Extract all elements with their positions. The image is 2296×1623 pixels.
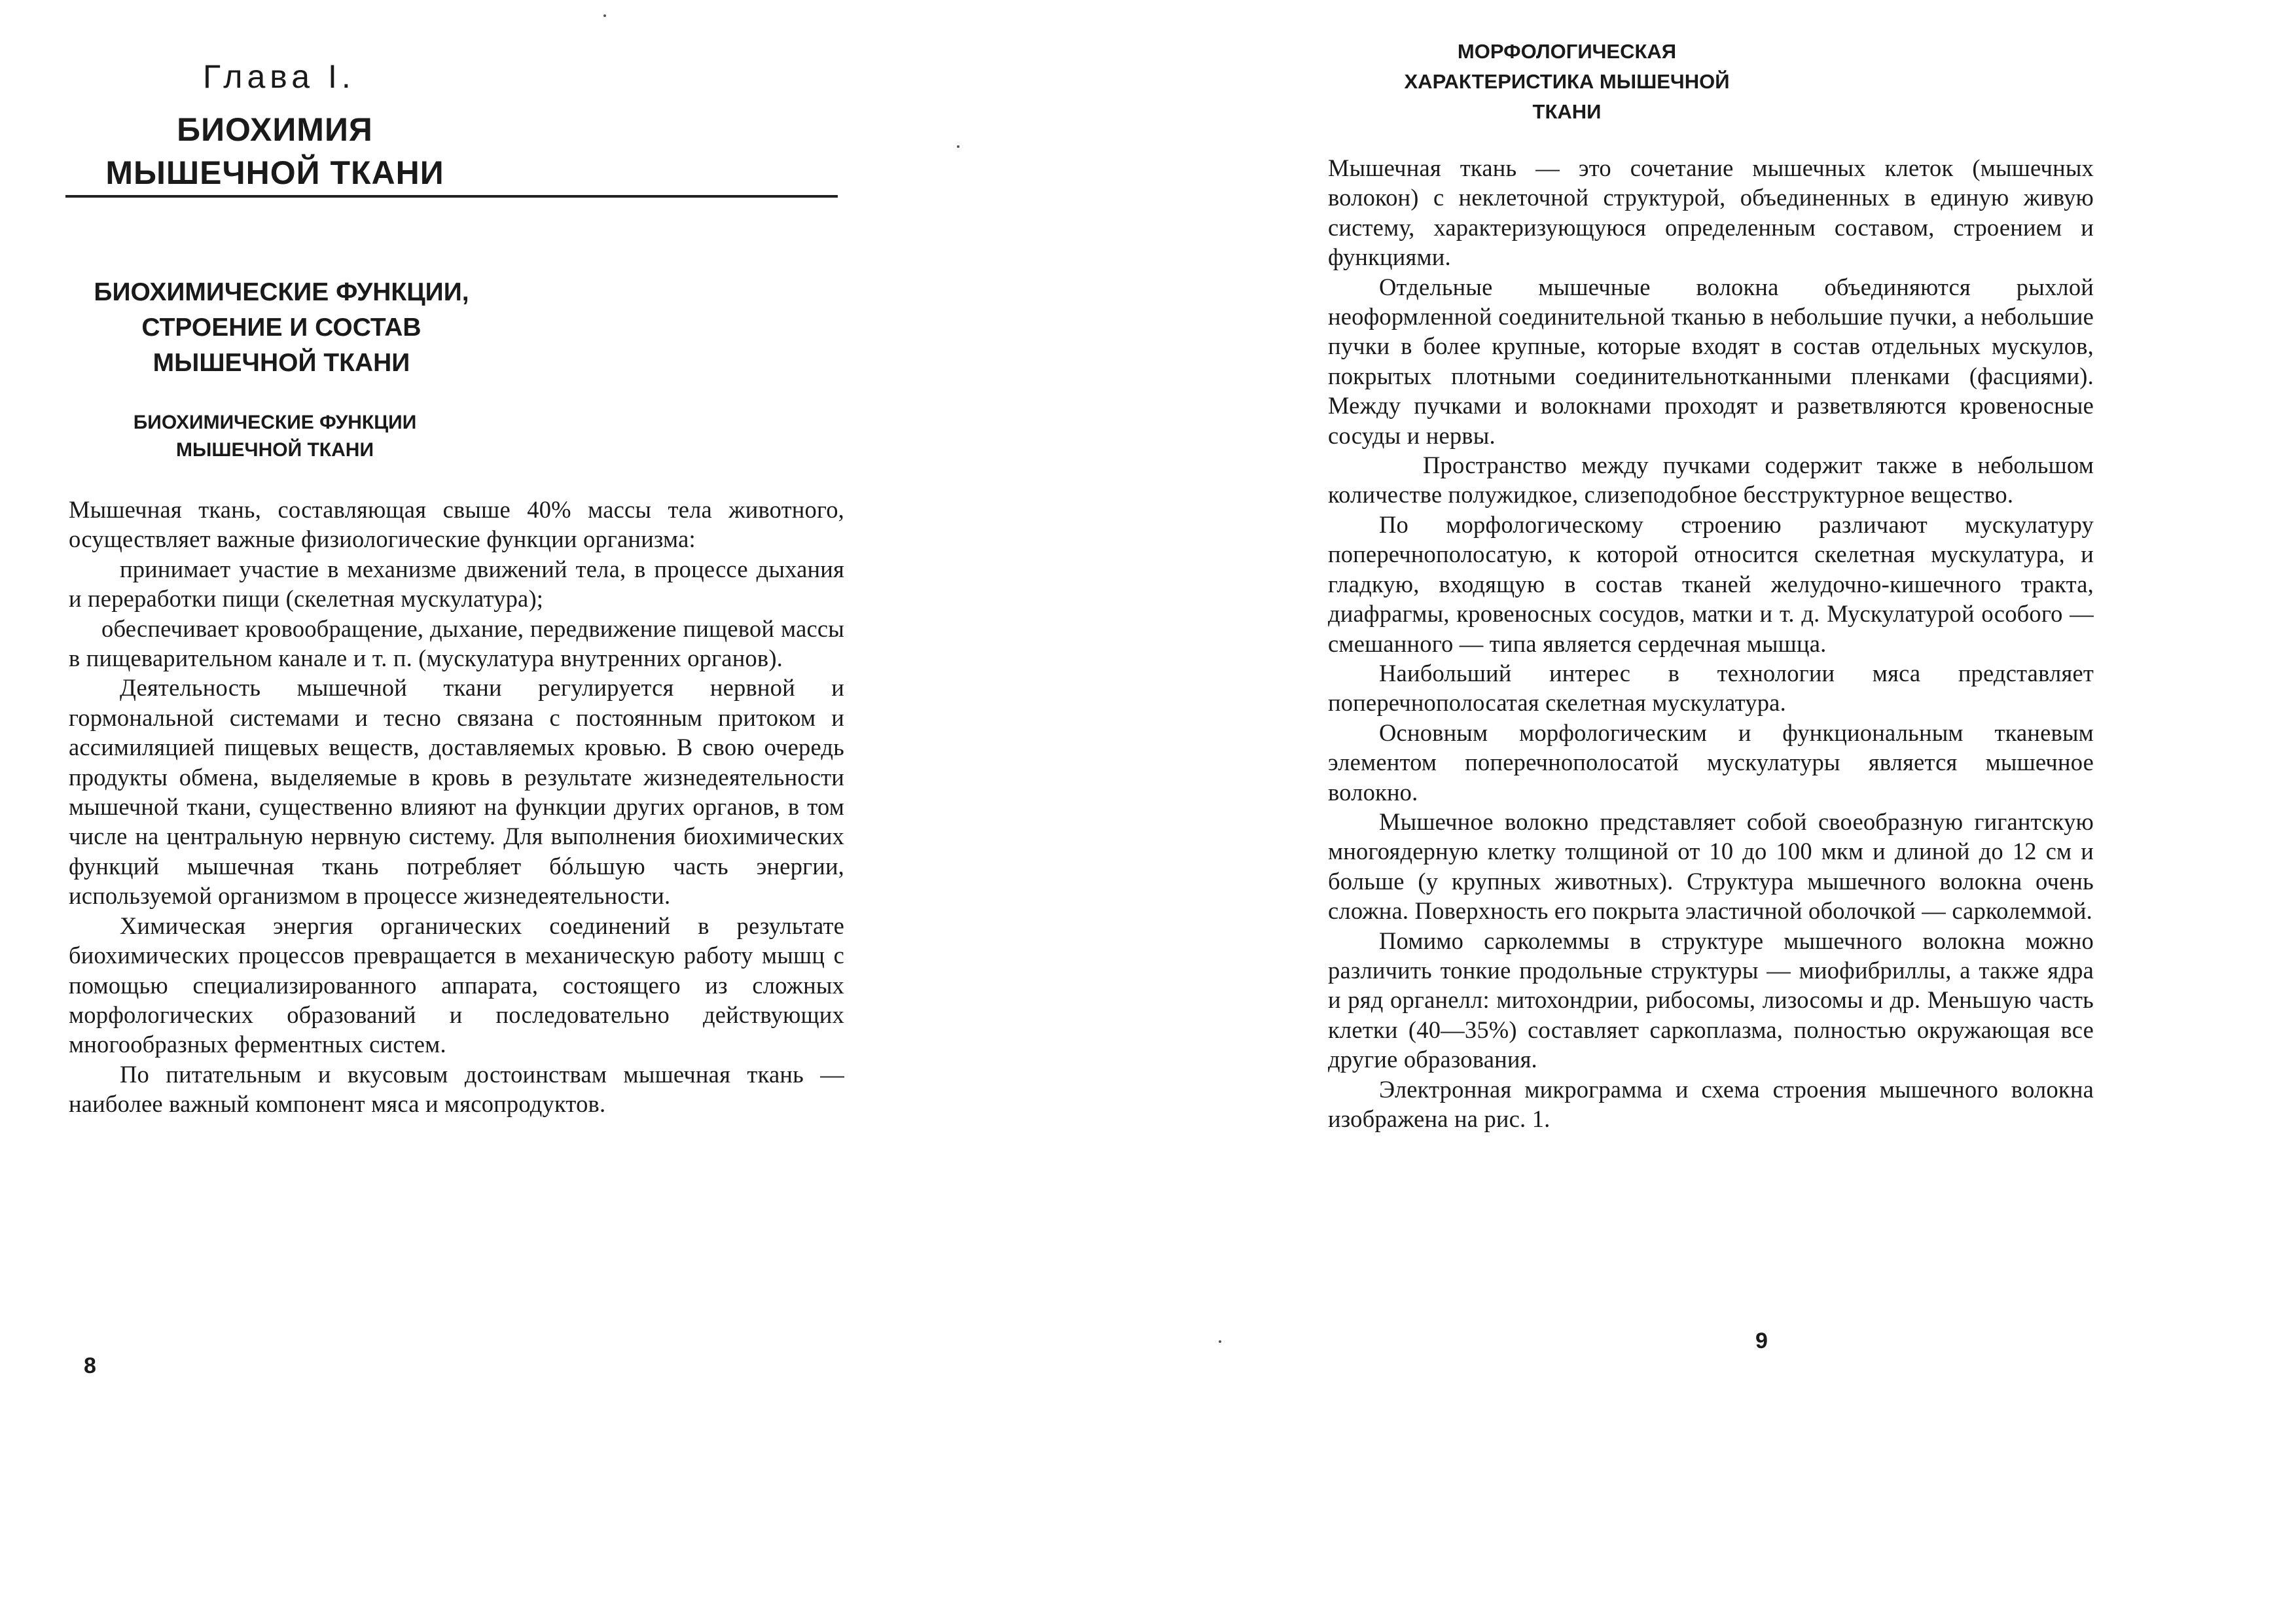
paragraph: Электронная микрограмма и схема строения мышечного волокна изображена на рис. 1. (1328, 1075, 2094, 1132)
paragraph: Отдельные мышечные волокна объединяются рыхлой неоформленной соединительной тканью в небольшие пучки, а небольшие пучки в более крупные, которые входят в состав отдельных мускулов, покрытых плотными соединительнотканными пленками (фасциями). Между пучками и волокнами проходят и разветвляются кровеносные сосуды и нервы. (1328, 273, 2094, 449)
chapter-title: БИОХИМИЯ МЫШЕЧНОЙ ТКАНИ (105, 111, 444, 191)
paragraph: По питательным и вкусовым достоинствам мышечная ткань — наиболее важный компонент мяса и мясопродуктов. (69, 1060, 844, 1118)
chapter-label: Глава I. (203, 58, 355, 95)
subsection-title: БИОХИМИЧЕСКИЕ ФУНКЦИИ МЫШЕЧНОЙ ТКАНИ (133, 412, 417, 461)
section-title: БИОХИМИЧЕСКИЕ ФУНКЦИИ, СТРОЕНИЕ И СОСТАВ МЫШЕЧНОЙ ТКАНИ (94, 278, 469, 377)
paragraph: По морфологическому строению различают мускулатуру поперечнополосатую, к которой относится скелетная мускулатура, и гладкую, входящую в состав тканей желудочно-кишечного тракта, диафрагмы, кровеносных сосудов, матки и т. д. Мускулатурой особого — смешанного — типа является сердечная мышца. (1328, 510, 2094, 657)
paragraph: Наибольший интерес в технологии мяса представляет поперечнополосатая скелетная мускулатура. (1328, 659, 2094, 717)
scan-speck (957, 145, 960, 148)
left-body-text (69, 495, 844, 1119)
paragraph: Химическая энергия органических соединений в результате биохимических процессов превращается в механическую работу мышц с помощью специализированного аппарата, состоящего из сложных морфологических образований и последовательно действующих многообразных ферментных систем. (69, 912, 844, 1058)
paragraph: Деятельность мышечной ткани регулируется нервной и гормональной системами и тесно связана с постоянным притоком и ассимиляцией пищевых веществ, доставляемых кровью. В свою очередь продукты обмена, выделяемые в кровь в результате жизнедеятельности мышечной ткани, существенно влияют на функции других органов, в том числе на центральную нервную систему. Для выполнения биохимических функций мышечная ткань потребляет бóльшую часть энергии, используемой организмом в процессе жизнедеятельности. (69, 674, 844, 910)
paragraph: Помимо сарколеммы в структуре мышечного волокна можно различить тонкие продольные структуры — миофибриллы, а также ядра и ряд органелл: митохондрии, рибосомы, лизосомы и др. Меньшую часть клетки (40—35%) составляет саркоплазма, полностью окружающая все другие образования. (1328, 927, 2094, 1073)
chapter-divider (65, 195, 838, 198)
right-body-text (1328, 153, 2094, 1133)
page-number: 9 (1755, 1329, 1768, 1353)
paragraph: Основным морфологическим и функциональным тканевым элементом поперечнополосатой мускулатуры является мышечное волокно. (1328, 719, 2094, 806)
right-page (1148, 0, 2296, 1623)
paragraph: Пространство между пучками содержит также в небольшом количестве полужидкое, слизеподобное бесструктурное вещество. (1328, 452, 2094, 508)
paragraph: Мышечная ткань — это сочетание мышечных клеток (мышечных волокон) с неклеточной структурой, объединенных в единую живую систему, характеризующуюся определенным составом, строением и функциями. (1328, 154, 2094, 271)
scan-speck (1219, 1340, 1221, 1343)
paragraph: Мышечное волокно представляет собой своеобразную гигантскую многоядерную клетку толщиной от 10 до 100 мкм и длиной до 12 см и больше (у крупных животных). Структура мышечного волокна очень сложна. Поверхность его покрыта эластичной оболочкой — сарколеммой. (1328, 808, 2094, 925)
paragraph: обеспечивает кровообращение, дыхание, передвижение пищевой массы в пищеварительном канале и т. п. (мускулатура внутренних органов). (69, 615, 844, 672)
scan-speck (603, 14, 606, 17)
paragraph: Мышечная ткань, составляющая свыше 40% массы тела животного, осуществляет важные физиологические функции организма: (69, 496, 844, 553)
page-number: 8 (84, 1353, 96, 1378)
running-head: МОРФОЛОГИЧЕСКАЯ ХАРАКТЕРИСТИКА МЫШЕЧНОЙ ТКАНИ (1404, 40, 1730, 123)
paragraph: принимает участие в механизме движений тела, в процессе дыхания и переработки пищи (скелетная мускулатура); (69, 555, 844, 613)
